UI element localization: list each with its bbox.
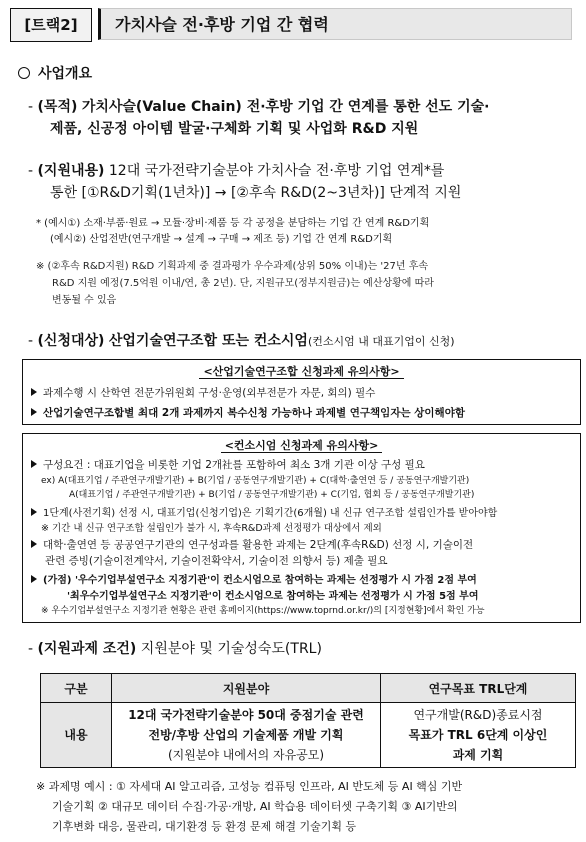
support-note (36, 258, 581, 309)
purpose-paragraph (28, 96, 578, 140)
table-header-row (41, 674, 576, 703)
dash-marker: - (28, 163, 38, 179)
section-heading (18, 63, 92, 83)
box2-subitem: ※ 기간 내 신규 연구조합 설립인가 불가 시, 후속R&D과제 선정평가 대상에서 제외 (41, 523, 382, 534)
example-2: (예시②) 산업전반(연구개발 → 설계 → 구매 → 제조 등) 기업 간 연계 R&D기획 (50, 234, 393, 245)
research-union-notice-box (22, 359, 581, 425)
purpose-label: (목적) (37, 99, 78, 115)
box2-item: 구성요건 : 대표기업을 비롯한 기업 2개社를 포함하여 최소 3개 기관 이상 구성 필요 (31, 457, 425, 472)
support-line2: 통한 [①R&D기획(1년차)] → [②후속 R&D(2~3년차)] 단계적 지원 (50, 185, 462, 201)
support-paragraph (28, 160, 578, 204)
support-examples (36, 216, 581, 248)
triangle-bullet-icon (31, 388, 37, 396)
example-1: * (예시①) 소재·부품·원료 → 모듈·장비·제품 등 각 공정을 분담하는 기업 간 연계 R&D기획 (36, 218, 430, 229)
table-row (41, 703, 576, 768)
page-header (10, 8, 576, 42)
triangle-bullet-icon (31, 408, 37, 416)
condition-paragraph (28, 638, 578, 660)
page-title: 가치사슬 전·후방 기업 간 협력 (98, 8, 572, 40)
apply-label: (신청대상) (37, 333, 105, 349)
table-header: 연구목표 TRL단계 (381, 674, 576, 703)
box2-item: 1단계(사전기획) 선정 시, 대표기업(신청기업)은 기획기간(6개월) 내 신규 연구조합 설립인가를 받아야함 (31, 504, 497, 519)
field-cell: 12대 국가전략기술분야 50대 중점기술 관련 전방/후방 산업의 기술제품 개발 기획 (지원분야 내에서의 자유공모) (112, 703, 381, 768)
note-line3: 변동될 수 있음 (52, 295, 117, 306)
track-label: [트랙2] (10, 8, 92, 42)
box2-subitem: ※ 우수기업부설연구소 지정기관 현황은 관련 홈페이지(https://www.toprnd.or.kr/)의 [지정현황]에서 확인 가능 (41, 606, 485, 616)
table-header: 구분 (41, 674, 112, 703)
purpose-line1: 가치사슬(Value Chain) 전·후방 기업 간 연계를 통한 선도 기술· (81, 99, 490, 115)
triangle-bullet-icon (31, 460, 37, 468)
support-line1: 12대 국가전략기술분야 가치사슬 전·후방 기업 연계*를 (108, 163, 445, 179)
box1-title: <산업기술연구조합 신청과제 유의사항> (199, 365, 403, 379)
box2-subitem: '최우수기업부설연구소 지정기관'이 컨소시엄으로 참여하는 과제는 선정평가 시 가점 5점 부여 (67, 591, 479, 602)
apply-paren: (컨소시엄 내 대표기업이 신청) (307, 335, 455, 348)
condition-label: (지원과제 조건) (37, 641, 137, 657)
condition-text: 지원분야 및 기술성숙도(TRL) (140, 641, 322, 657)
triangle-bullet-icon (31, 575, 37, 583)
footnote-line2: 기술기획 ② 대규모 데이터 수집·가공·개방, AI 학습용 데이터셋 구축기획 ③ AI기반의 (52, 800, 458, 813)
apply-text: 산업기술연구조합 또는 컨소시엄 (108, 333, 308, 349)
dash-marker: - (28, 333, 38, 349)
trl-table (40, 673, 576, 768)
box2-title: <컨소시엄 신청과제 유의사항> (221, 439, 383, 453)
consortium-notice-box (22, 433, 581, 623)
section-title: 사업개요 (38, 66, 93, 82)
dash-marker: - (28, 641, 38, 657)
footnote (36, 777, 581, 837)
box2-item: 대학·출연연 등 공공연구기관의 연구성과를 활용한 과제는 2단계(후속R&D) 선정 시, 기술이전 (31, 537, 473, 552)
dash-marker: - (28, 99, 38, 115)
row-label: 내용 (41, 703, 112, 768)
purpose-line2: 제품, 신공정 아이템 발굴·구체화 기획 및 사업화 R&D 지원 (50, 121, 419, 137)
triangle-bullet-icon (31, 508, 37, 516)
footnote-line3: 기후변화 대응, 물관리, 대기환경 등 환경 문제 해결 기술기획 등 (52, 820, 357, 833)
note-line1: ※ (②후속 R&D지원) R&D 기획과제 중 결과평가 우수과제(상위 50% 이내)는 '27년 후속 (36, 261, 429, 272)
box2-subitem: A(대표기업 / 주관연구개발기관) + B(기업 / 공동연구개발기관) + C(기업, 협회 등 / 공동연구개발기관) (69, 490, 475, 500)
box2-subitem: ex) A(대표기업 / 주관연구개발기관) + B(기업 / 공동연구개발기관) + C(대학·출연연 등 / 공동연구개발기관) (41, 476, 470, 486)
footnote-line1: ※ 과제명 예시 : ① 자세대 AI 알고리즘, 고성능 컴퓨팅 인프라, AI 반도체 등 AI 핵심 기반 (36, 780, 463, 793)
triangle-bullet-icon (31, 540, 37, 548)
box1-item: 산업기술연구조합별 최대 2개 과제까지 복수신청 가능하나 과제별 연구책임자는 상이해야함 (31, 405, 465, 420)
note-line2: R&D 지원 예정(7.5억원 이내/연, 총 2년). 단, 지원규모(정부지원금)는 예산상황에 따라 (52, 278, 434, 289)
box2-item: (가점) '우수기업부설연구소 지정기관'이 컨소시엄으로 참여하는 과제는 선정평가 시 가점 2점 부여 (31, 571, 477, 586)
goal-cell: 연구개발(R&D)종료시점 목표가 TRL 6단계 이상인 과제 기획 (381, 703, 576, 768)
apply-paragraph (28, 330, 583, 353)
support-label: (지원내용) (37, 163, 105, 179)
box2-subitem: 관련 증빙(기술이전계약서, 기술이전확약서, 기술이전 의향서 등) 제출 필요 (45, 555, 388, 567)
box1-item: 과제수행 시 산학연 전문가위원회 구성·운영(외부전문가 자문, 회의) 필수 (31, 385, 375, 400)
table-header: 지원분야 (112, 674, 381, 703)
circle-bullet-icon (18, 67, 30, 79)
